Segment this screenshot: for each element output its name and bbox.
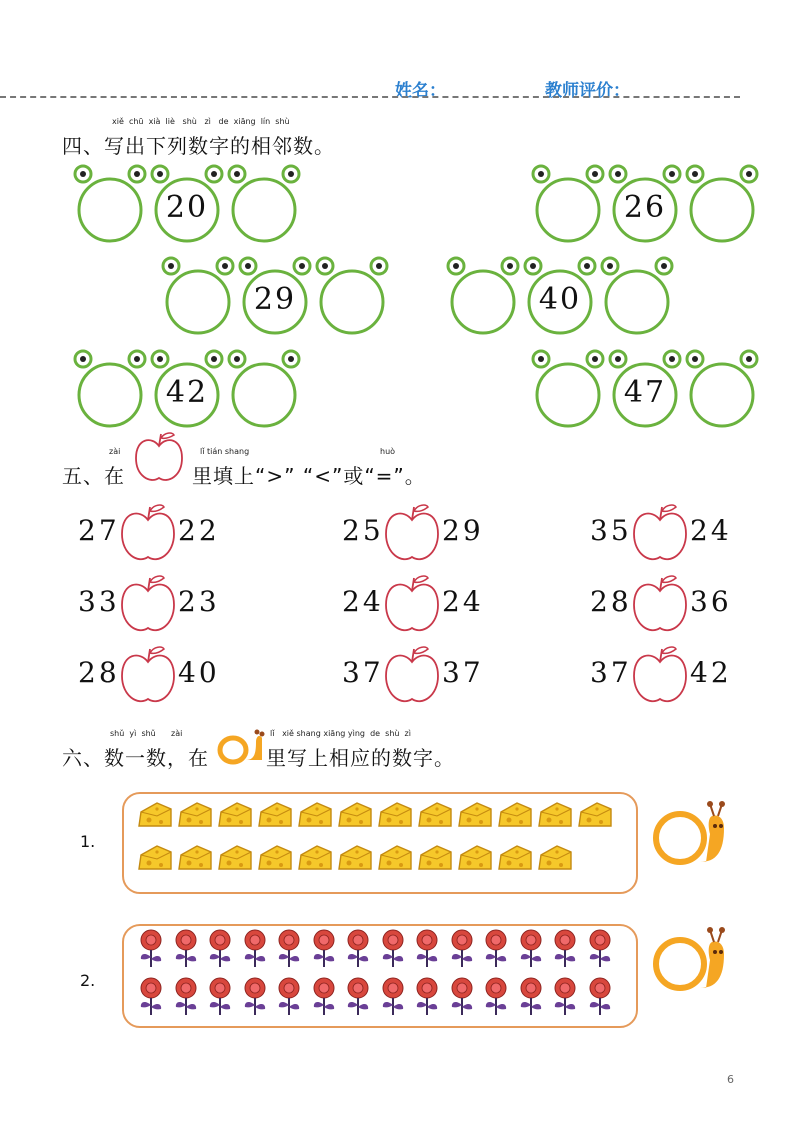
question-1-label: 1.	[80, 832, 96, 851]
row2-flower-icon	[481, 977, 511, 1017]
comparison-item-7	[78, 644, 268, 708]
apple-answer-icon[interactable]	[118, 502, 178, 566]
row1-flower-icon	[343, 929, 373, 969]
section5-title-prefix: 五、在	[62, 464, 125, 488]
right-number: 42	[690, 656, 732, 689]
row2-cheese-icon	[217, 843, 253, 873]
row2-flower-icon	[205, 977, 235, 1017]
right-number: 37	[442, 656, 484, 689]
frog-group-6	[530, 345, 760, 435]
comparison-item-5	[342, 573, 532, 637]
right-number: 23	[178, 585, 220, 618]
row2-cheese-icon	[177, 843, 213, 873]
pinyin-zai: zài	[109, 447, 121, 456]
row2-flower-icon	[309, 977, 339, 1017]
row1-flower-icon	[585, 929, 615, 969]
row2-cheese-icon	[257, 843, 293, 873]
apple-answer-icon[interactable]	[630, 573, 690, 637]
right-number: 24	[690, 514, 732, 547]
row1-cheese-icon	[377, 800, 413, 830]
row1-flower-icon	[309, 929, 339, 969]
question-2-label: 2.	[80, 971, 96, 990]
left-number: 28	[78, 656, 120, 689]
row1-cheese-icon	[297, 800, 333, 830]
frog-group-4	[445, 252, 675, 342]
question-2-answer-snail-icon[interactable]	[652, 926, 732, 996]
comparison-item-1	[78, 502, 268, 566]
row2-cheese-icon	[497, 843, 533, 873]
row1-flower-icon	[550, 929, 580, 969]
frog-number: 40	[538, 282, 582, 317]
row1-flower-icon	[274, 929, 304, 969]
row1-cheese-icon	[537, 800, 573, 830]
row2-cheese-icon	[337, 843, 373, 873]
question-1-answer-snail-icon[interactable]	[652, 800, 732, 870]
row2-flower-icon	[274, 977, 304, 1017]
pinyin-li-tian-shang: lǐ tián shang	[200, 447, 250, 456]
teacher-evaluation-label: 教师评价：	[545, 81, 630, 101]
snail-icon	[216, 726, 266, 766]
apple-icon	[132, 430, 186, 486]
row1-flower-icon	[447, 929, 477, 969]
row2-cheese-icon	[137, 843, 173, 873]
row1-flower-icon	[136, 929, 166, 969]
frog-group-3	[160, 252, 390, 342]
apple-answer-icon[interactable]	[118, 644, 178, 708]
comparison-item-4	[78, 573, 268, 637]
apple-answer-icon[interactable]	[382, 644, 442, 708]
right-number: 24	[442, 585, 484, 618]
frog-group-2	[530, 160, 760, 250]
page-number: 6	[727, 1073, 734, 1086]
left-number: 27	[78, 514, 120, 547]
row1-cheese-icon	[257, 800, 293, 830]
left-number: 35	[590, 514, 632, 547]
section5-title-suffix: 里填上“>” “<”或“=”。	[192, 464, 426, 488]
left-number: 28	[590, 585, 632, 618]
row2-cheese-icon	[537, 843, 573, 873]
row2-flower-icon	[240, 977, 270, 1017]
frog-number: 26	[623, 190, 667, 225]
row1-cheese-icon	[337, 800, 373, 830]
row2-flower-icon	[171, 977, 201, 1017]
row1-cheese-icon	[217, 800, 253, 830]
row1-flower-icon	[171, 929, 201, 969]
frog-number: 20	[165, 190, 209, 225]
row2-flower-icon	[378, 977, 408, 1017]
row2-flower-icon	[412, 977, 442, 1017]
left-number: 37	[342, 656, 384, 689]
row1-cheese-icon	[457, 800, 493, 830]
row1-cheese-icon	[417, 800, 453, 830]
row1-flower-icon	[481, 929, 511, 969]
frog-number: 29	[253, 282, 297, 317]
frog-number: 47	[623, 375, 667, 410]
row2-cheese-icon	[457, 843, 493, 873]
row1-cheese-icon	[577, 800, 613, 830]
frog-group-1	[72, 160, 302, 250]
section6-pinyin-left: shǔ yì shǔ zài	[110, 729, 183, 738]
apple-answer-icon[interactable]	[382, 502, 442, 566]
section4-title: 四、写出下列数字的相邻数。	[62, 134, 335, 158]
comparison-item-9	[590, 644, 780, 708]
left-number: 37	[590, 656, 632, 689]
apple-answer-icon[interactable]	[118, 573, 178, 637]
left-number: 33	[78, 585, 120, 618]
row1-cheese-icon	[497, 800, 533, 830]
left-number: 24	[342, 585, 384, 618]
row2-cheese-icon	[297, 843, 333, 873]
left-number: 25	[342, 514, 384, 547]
row1-cheese-icon	[137, 800, 173, 830]
row2-flower-icon	[136, 977, 166, 1017]
header-divider	[0, 96, 740, 98]
right-number: 36	[690, 585, 732, 618]
row2-flower-icon	[343, 977, 373, 1017]
row1-cheese-icon	[177, 800, 213, 830]
row1-flower-icon	[412, 929, 442, 969]
row1-flower-icon	[378, 929, 408, 969]
comparison-item-6	[590, 573, 780, 637]
pinyin-huo: huò	[380, 447, 396, 456]
right-number: 22	[178, 514, 220, 547]
frog-number: 42	[165, 375, 209, 410]
section6-title-prefix: 六、数一数，在	[62, 746, 209, 770]
row1-flower-icon	[240, 929, 270, 969]
row2-flower-icon	[516, 977, 546, 1017]
comparison-item-8	[342, 644, 532, 708]
row2-cheese-icon	[377, 843, 413, 873]
comparison-item-3	[590, 502, 780, 566]
row2-flower-icon	[550, 977, 580, 1017]
name-label: 姓名：	[395, 81, 446, 101]
right-number: 29	[442, 514, 484, 547]
section6-title-suffix: 里写上相应的数字。	[266, 746, 455, 770]
apple-answer-icon[interactable]	[382, 573, 442, 637]
section4-pinyin: xiě chū xià liè shù zì de xiāng lín shù	[112, 117, 290, 126]
row2-cheese-icon	[417, 843, 453, 873]
row1-flower-icon	[516, 929, 546, 969]
apple-answer-icon[interactable]	[630, 502, 690, 566]
frog-group-5	[72, 345, 302, 435]
section6-pinyin-right: lǐ xiě shang xiāng yìng de shù zì	[270, 729, 411, 738]
apple-answer-icon[interactable]	[630, 644, 690, 708]
comparison-item-2	[342, 502, 532, 566]
row2-flower-icon	[585, 977, 615, 1017]
right-number: 40	[178, 656, 220, 689]
row1-flower-icon	[205, 929, 235, 969]
row2-flower-icon	[447, 977, 477, 1017]
